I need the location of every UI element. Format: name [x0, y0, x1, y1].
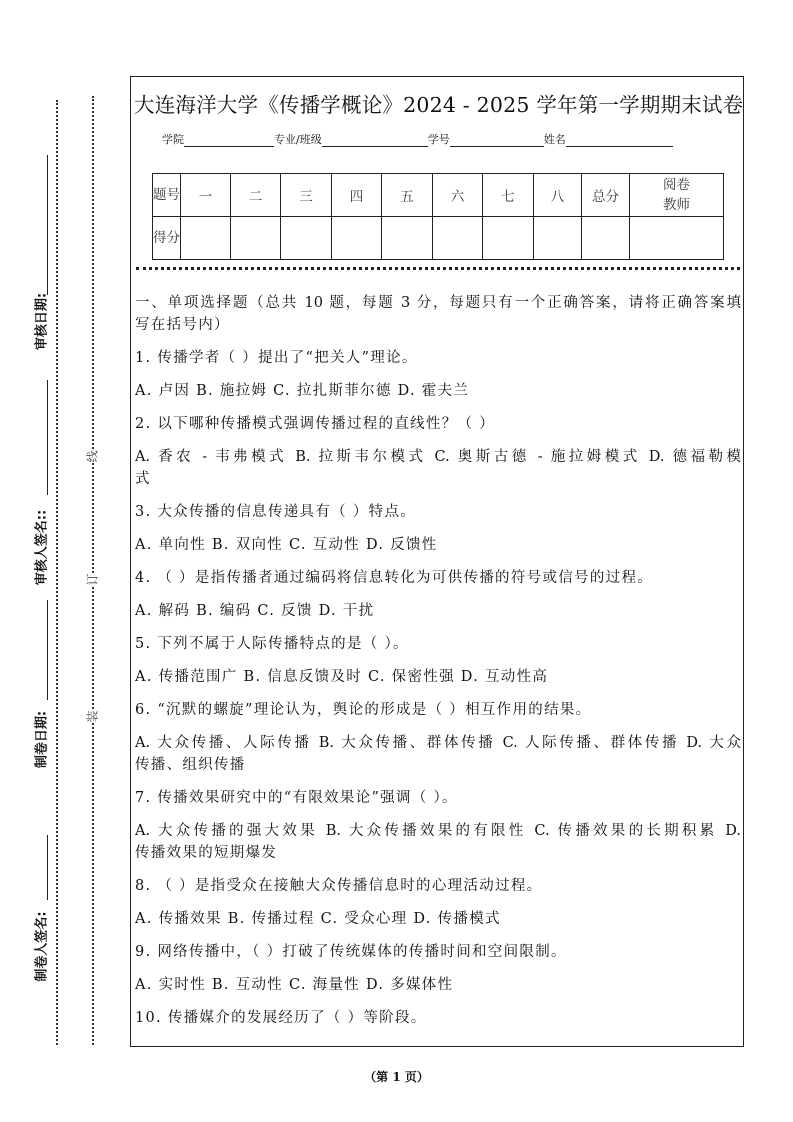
- question-item: [135, 567, 741, 589]
- options-text: A. 单向性 B. 双向性 C. 互动性 D. 反馈性: [135, 537, 438, 553]
- score-cell[interactable]: [630, 217, 724, 260]
- question-item: [135, 875, 741, 897]
- score-row-label: 得分: [153, 217, 181, 260]
- question-item: [135, 787, 741, 809]
- reviewer-signature-line[interactable]: [47, 380, 48, 495]
- question-options: [135, 974, 741, 996]
- question-item: [135, 1007, 741, 1029]
- score-cell[interactable]: [281, 217, 332, 260]
- score-cell[interactable]: [382, 217, 433, 260]
- header-cell: 总分: [582, 174, 630, 217]
- score-cell[interactable]: [582, 217, 630, 260]
- section-heading-line: 一、单项选择题（总共 10 题，每题 3 分，每题只有一个正确答案，请将正确答案填: [135, 295, 741, 311]
- score-cell[interactable]: [483, 217, 534, 260]
- question-item: [135, 347, 741, 369]
- header-cell: 三: [281, 174, 332, 217]
- question-options: [135, 666, 741, 688]
- question-options: [135, 534, 741, 556]
- prepare-date-label: 制卷日期:: [34, 710, 50, 769]
- question-item: [135, 699, 741, 721]
- question-item: [135, 941, 741, 963]
- question-options: [135, 908, 741, 930]
- section-heading: [135, 292, 741, 336]
- review-date-line[interactable]: [47, 155, 48, 295]
- options-text: 传播、组织传播: [135, 757, 246, 773]
- options-text: A. 大众传播的强大效果 B. 大众传播效果的有限性 C. 传播效果的长期积累 D.: [135, 823, 741, 839]
- score-cell[interactable]: [534, 217, 582, 260]
- header-cell: 二: [231, 174, 281, 217]
- question-text: 4. （ ）是指传播者通过编码将信息转化为可供传播的符号或信号的过程。: [135, 570, 654, 586]
- question-text: 6. “沉默的螺旋”理论认为，舆论的形成是（ ）相互作用的结果。: [135, 702, 592, 718]
- question-text: 1. 传播学者（ ）提出了“把关人”理论。: [135, 350, 418, 366]
- question-text: 10. 传播媒介的发展经历了（ ）等阶段。: [135, 1010, 427, 1026]
- options-text: 式: [135, 471, 151, 487]
- score-cell[interactable]: [332, 217, 382, 260]
- binding-dotted-line-inner: [92, 96, 94, 1045]
- section-divider: [136, 267, 740, 270]
- question-item: [135, 501, 741, 523]
- preparer-signature-label: 制卷人签名:: [34, 911, 50, 982]
- header-cell: 题号: [153, 174, 181, 217]
- reviewer-signature-label: 审核人签名::: [34, 509, 50, 586]
- binding-char-ding: 订: [82, 573, 103, 585]
- student-id-input[interactable]: [450, 132, 544, 147]
- question-options: [135, 380, 741, 402]
- question-item: [135, 413, 741, 435]
- question-options: [135, 600, 741, 622]
- options-text: 传播效果的短期爆发: [135, 845, 278, 861]
- college-input[interactable]: [184, 132, 274, 147]
- questions-content: [135, 292, 741, 1040]
- college-label: 学院: [162, 133, 184, 146]
- score-table-header-row: [153, 174, 724, 217]
- score-table-score-row: [153, 217, 724, 260]
- options-text: A. 传播范围广 B. 信息反馈及时 C. 保密性强 D. 互动性高: [135, 669, 549, 685]
- options-text: A. 传播效果 B. 传播过程 C. 受众心理 D. 传播模式: [135, 911, 501, 927]
- preparer-signature-line[interactable]: [47, 835, 48, 900]
- prepare-date-line[interactable]: [47, 600, 48, 700]
- score-cell[interactable]: [433, 217, 483, 260]
- question-text: 8. （ ）是指受众在接触大众传播信息时的心理活动过程。: [135, 878, 543, 894]
- header-cell: 五: [382, 174, 433, 217]
- name-input[interactable]: [566, 132, 673, 147]
- header-cell: 一: [181, 174, 231, 217]
- section-heading-line: 写在括号内）: [135, 317, 230, 333]
- question-text: 9. 网络传播中，（ ）打破了传统媒体的传播时间和空间限制。: [135, 944, 567, 960]
- student-id-label: 学号: [427, 133, 450, 146]
- options-text: A. 实时性 B. 互动性 C. 海量性 D. 多媒体性: [135, 977, 454, 993]
- question-item: [135, 633, 741, 655]
- score-table: [152, 173, 724, 260]
- question-text: 7. 传播效果研究中的“有限效果论”强调（ ）。: [135, 790, 458, 806]
- binding-dotted-line-outer: [56, 100, 58, 1045]
- score-cell[interactable]: [181, 217, 231, 260]
- options-text: A. 大众传播、人际传播 B. 大众传播、群体传播 C. 人际传播、群体传播 D. 大众: [135, 735, 741, 751]
- major-class-input[interactable]: [322, 132, 428, 147]
- header-cell: 四: [332, 174, 382, 217]
- score-cell[interactable]: [231, 217, 281, 260]
- question-text: 5. 下列不属于人际传播特点的是（ ）。: [135, 636, 409, 652]
- review-date-label: 审核日期:: [34, 292, 50, 351]
- question-options: [135, 446, 741, 490]
- header-cell: 六: [433, 174, 483, 217]
- binding-char-xian: 线: [82, 450, 103, 462]
- options-text: A. 解码 B. 编码 C. 反馈 D. 干扰: [135, 603, 375, 619]
- question-text: 2. 以下哪种传播模式强调传播过程的直线性？（ ）: [135, 416, 496, 432]
- major-class-label: 专业/班级: [274, 133, 322, 146]
- options-text: A. 香农 - 韦弗模式 B. 拉斯韦尔模式 C. 奥斯古德 - 施拉姆模式 D. 德福勒模: [135, 449, 741, 465]
- page-number: （第 1 页）: [364, 1070, 429, 1084]
- header-cell: 八: [534, 174, 582, 217]
- exam-title: 大连海洋大学《传播学概论》2024 - 2025 学年第一学期期末试卷: [134, 93, 744, 117]
- options-text: A. 卢因 B. 施拉姆 C. 拉扎斯菲尔德 D. 霍夫兰: [135, 383, 470, 399]
- question-options: [135, 820, 741, 864]
- header-cell: 阅卷教师: [630, 174, 724, 217]
- student-info-fields: [162, 131, 673, 147]
- name-label: 姓名: [543, 133, 566, 146]
- binding-char-zhuang: 装: [82, 710, 103, 722]
- question-options: [135, 732, 741, 776]
- header-cell: 七: [483, 174, 534, 217]
- question-text: 3. 大众传播的信息传递具有（ ）特点。: [135, 504, 417, 520]
